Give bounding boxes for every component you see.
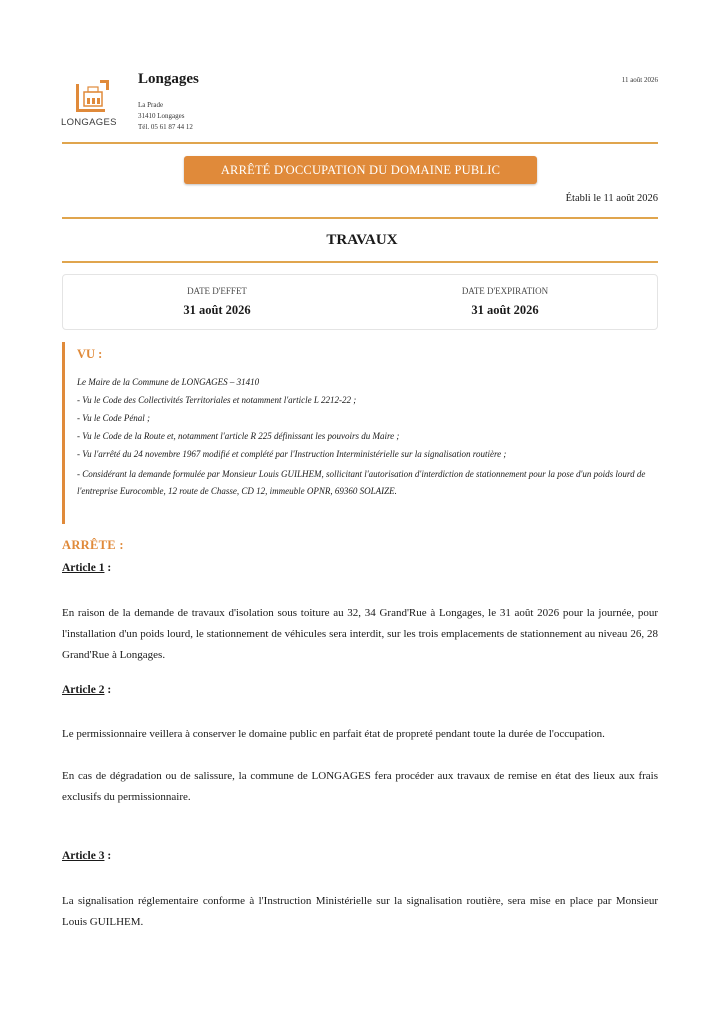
title-divider-top — [62, 217, 658, 219]
vu-accent-bar — [62, 342, 65, 524]
header-date: 11 août 2026 — [621, 76, 658, 84]
article-1-paragraph: En raison de la demande de travaux d'isolation sous toiture au 32, 34 Grand'Rue à Longages, le 31 août 2026 pour la journée, pour l'installation d'un poids lourd, le stationnement de véhicules sera interdit, sur les trois emplacements de stationnement au niveau 26, 28 Grand'Rue à Longages. — [62, 607, 658, 661]
address-line-1: La Prade — [138, 101, 164, 109]
article-3-heading: Article 3 : — [62, 850, 112, 862]
article-heading-text: Article 1 — [62, 562, 105, 574]
article-2-heading: Article 2 : — [62, 684, 112, 696]
established-prefix: Établi le — [565, 193, 601, 204]
vu-line: Le Maire de la Commune de LONGAGES – 31410 — [77, 377, 260, 387]
vu-line: - Vu l'arrêté du 24 novembre 1967 modifié et complété par l'Instruction Interministérielle sur la signalisation routière ; — [77, 449, 507, 459]
logo-wordmark: LONGAGES — [61, 117, 117, 128]
org-name: Longages — [138, 71, 199, 87]
vu-heading: VU : — [77, 347, 103, 361]
article-1-heading: Article 1 : — [62, 562, 112, 574]
article-3-paragraph: La signalisation réglementaire conforme à l'Instruction Ministérielle sur la signalisation routière, sera mise en place par Monsieur Louis GUILHEM. — [62, 895, 658, 928]
subject-heading: TRAVAUX — [326, 232, 398, 248]
phone-number: Tél. 05 61 87 44 12 — [138, 123, 193, 131]
header-divider — [62, 142, 658, 144]
vu-line: - Vu le Code des Collectivités Territoriales et notamment l'article L 2212-22 ; — [77, 395, 357, 405]
address-line-2: 31410 Longages — [138, 112, 185, 120]
vu-line: - Considérant la demande formulée par Monsieur Louis GUILHEM, sollicitant l'autorisation d'interdiction de stationnement pour la pose d'un poids lourd de l'entreprise Eurocomble, 12 route de Chasse, CD 12, immeuble OPNR, 69360 SOLAIZE. — [77, 469, 646, 496]
document-title-banner: ARRÊTÉ D'OCCUPATION DU DOMAINE PUBLIC — [184, 156, 537, 184]
article-2-paragraph-1: Le permissionnaire veillera à conserver le domaine public en parfait état de propreté pendant toute la durée de l'occupation. — [62, 728, 605, 740]
arrete-heading: ARRÊTE : — [62, 538, 124, 552]
established-date-value: 11 août 2026 — [603, 193, 658, 204]
vu-line: - Vu le Code de la Route et, notamment l'article R 225 définissant les pouvoirs du Maire ; — [77, 431, 400, 441]
date-expiration-label: DATE D'EXPIRATION — [461, 286, 549, 296]
vu-line: - Vu le Code Pénal ; — [77, 413, 151, 423]
established-date — [566, 193, 658, 204]
date-expiration-value: 31 août 2026 — [471, 303, 539, 317]
article-heading-text: Article 2 — [62, 684, 105, 696]
date-effet-value: 31 août 2026 — [183, 303, 251, 317]
dates-panel — [62, 274, 658, 330]
article-2-paragraph-2: En cas de dégradation ou de salissure, la commune de LONGAGES fera procéder aux travaux de remise en état des lieux aux frais exclusifs du permissionnaire. — [62, 770, 658, 803]
title-divider-bottom — [62, 261, 658, 263]
article-heading-text: Article 3 — [62, 850, 105, 862]
town-hall-icon — [62, 78, 124, 118]
date-effet-label: DATE D'EFFET — [187, 286, 247, 296]
